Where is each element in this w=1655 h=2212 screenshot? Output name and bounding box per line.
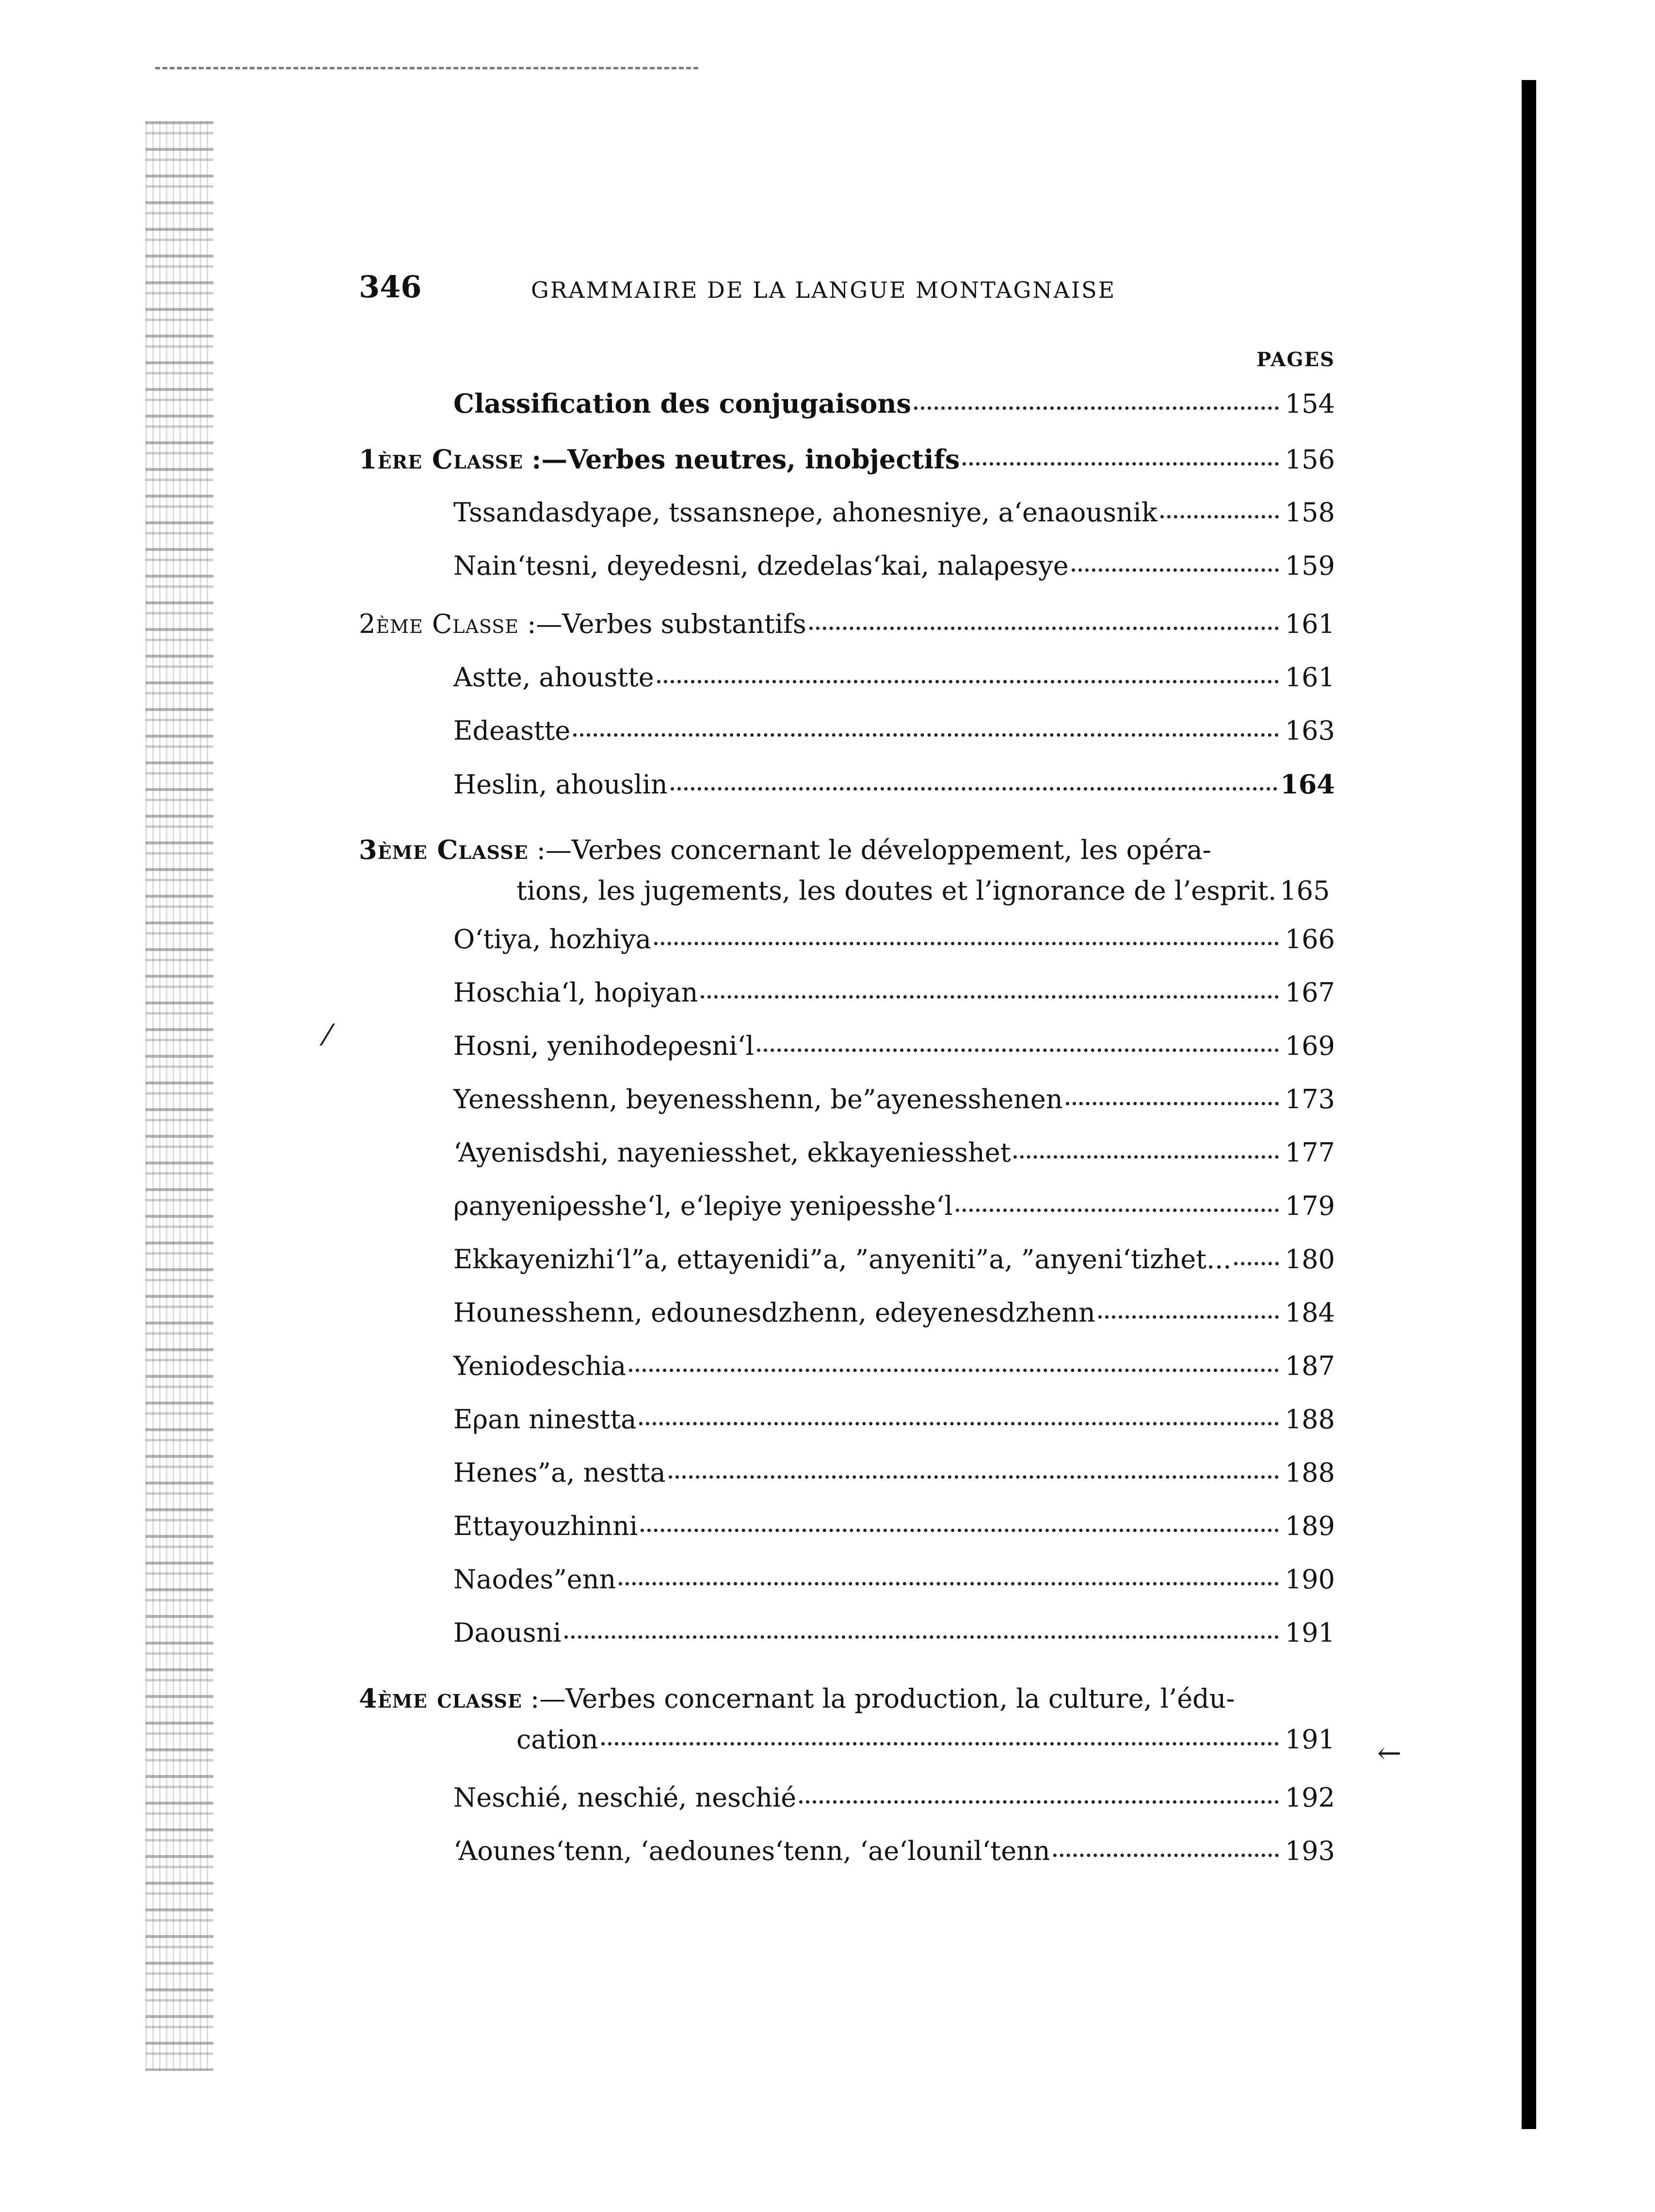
entry-page: 173 [1285,1084,1335,1114]
class-heading: 1ère Classe [359,444,524,475]
entry-page: 161 [1285,609,1335,639]
toc-entry [453,1193,1335,1219]
dot-leader [956,1209,1279,1212]
toc-entry [453,664,1335,691]
toc-entry [453,390,1335,417]
toc-entry-class [359,446,1335,473]
entry-page: 184 [1285,1297,1335,1328]
scan-pencil-mark: ⁄ [325,1018,330,1052]
dot-leader [799,1800,1279,1804]
entry-text: Eρan ninestta [453,1404,637,1435]
entry-text: :—Verbes substantifs [527,609,806,639]
class-heading: 4ème classe [359,1683,522,1714]
entry-page: 180 [1285,1244,1335,1275]
toc-entry [453,1566,1335,1593]
entry-text: Nain‘tesni, deyedesni, dzedelas‘kai, nalaρesye [453,550,1069,581]
dot-leader [1160,515,1279,518]
entry-page: 165 [1280,875,1330,906]
entry-page: 187 [1285,1351,1335,1381]
entry-page: 166 [1285,924,1335,954]
entry-page: 158 [1285,497,1335,528]
entry-text: Neschié, neschié, neschié [453,1782,797,1813]
entry-text: Yeniodeschia [453,1351,627,1381]
page-number: 346 [359,269,422,305]
entry-page: 192 [1285,1782,1335,1813]
entry-text-continuation: cation [516,1724,598,1755]
entry-page: 154 [1285,388,1335,419]
dot-leader [564,1635,1279,1639]
dot-leader [1013,1155,1279,1159]
toc-entry [453,926,1335,953]
toc-entry [453,1782,1335,1813]
entry-page: 177 [1285,1137,1335,1168]
dot-leader [641,1529,1279,1532]
entry-page: 179 [1285,1191,1335,1221]
toc-entry [453,1246,1335,1273]
dot-leader [757,1049,1279,1052]
entry-text: Tssandasdyaρe, tssansneρe, ahonesniye, a‘enaousnik [453,497,1157,528]
page-header [359,269,1246,313]
toc-entry [453,1353,1335,1379]
entry-text: :—Verbes concernant le développement, les opéra- [536,835,1211,865]
dot-leader [669,1475,1279,1479]
toc-entry [453,1513,1335,1539]
dot-leader [1072,568,1279,572]
entry-text: Edeastte [453,715,571,746]
dot-leader [573,733,1279,737]
entry-text: Hounesshenn, edounesdzhenn, edeyenesdzhenn [453,1297,1095,1328]
running-title: GRAMMAIRE DE LA LANGUE MONTAGNAISE [531,277,1116,303]
toc-entry-class [359,834,1335,906]
entry-page: 167 [1285,977,1335,1008]
scan-arrow-mark: ← [1377,1736,1402,1770]
toc-entry [453,1086,1335,1113]
entry-text: ρanyeniρesshe‘l, e‘leρiye yeniρesshe‘l [453,1191,953,1221]
entry-page: 191 [1285,1617,1335,1648]
entry-text: Henes”a, nestta [453,1457,666,1488]
entry-text: :—Verbes neutres, inobjectifs [531,444,960,475]
toc-entry [453,1457,1335,1488]
entry-page: 189 [1285,1511,1335,1541]
dot-leader [639,1422,1279,1425]
entry-text: Heslin, ahouslin [453,769,668,800]
entry-text: Ekkayenizhi‘l”a, ettayenidi”a, ”anyeniti”a, ”anyeni‘tizhet... [453,1244,1232,1275]
dot-leader [963,462,1279,466]
entry-page: 191 [1285,1724,1335,1755]
entry-text: Astte, ahoustte [453,662,654,693]
dot-leader [629,1369,1279,1372]
entry-text: Hoschia‘l, hoρiyan [453,977,698,1008]
scan-margin-artifact [145,121,213,2071]
dot-leader [1098,1315,1279,1319]
toc-entry [453,771,1335,798]
entry-page: 156 [1285,444,1335,475]
entry-text: Hosni, yenihodeρesni‘l [453,1031,754,1061]
entry-text: O‘tiya, hozhiya [453,924,651,954]
class-heading: 3ème Classe [359,834,529,865]
toc-entry [453,1617,1335,1648]
entry-page: 193 [1285,1836,1335,1866]
toc-entry [453,1033,1335,1059]
entry-text: Daousni [453,1617,562,1648]
toc-entry [453,1297,1335,1328]
toc-entry [453,550,1335,581]
class-heading: 2ème Classe [359,609,519,639]
dot-leader [701,995,1279,999]
toc-entry [453,1137,1335,1168]
dot-leader [619,1582,1279,1585]
pages-column-label: PAGES [1256,348,1335,371]
entry-text: Ettayouzhinni [453,1511,638,1541]
entry-text: ‘Aounes‘tenn, ‘aedounes‘tenn, ‘ae‘lounil‘tenn [453,1836,1050,1866]
entry-text: :—Verbes concernant la production, la culture, l’édu- [530,1683,1235,1714]
entry-text: ‘Ayenisdshi, nayeniesshet, ekkayeniesshet [453,1137,1011,1168]
toc-entry-class [359,611,1335,637]
dot-leader [1053,1854,1279,1857]
dot-leader [1234,1262,1279,1265]
scan-right-edge [1522,80,1536,2129]
dot-leader [654,942,1279,945]
dot-leader [809,627,1279,630]
toc-entry [453,977,1335,1008]
entry-page: 169 [1285,1031,1335,1061]
entry-page: 164 [1280,769,1335,800]
entry-page: 163 [1285,715,1335,746]
toc-entry [453,497,1335,528]
entry-page: 159 [1285,550,1335,581]
dot-leader [601,1742,1279,1745]
entry-text: Classification des conjugaisons [453,388,912,419]
toc-entry [453,1838,1335,1864]
entry-page: 190 [1285,1564,1335,1595]
dot-leader [1066,1102,1279,1105]
entry-page: 188 [1285,1404,1335,1435]
dot-leader [671,787,1278,791]
entry-page: 161 [1285,662,1335,693]
scan-top-rule [155,67,698,69]
toc-entry-class [359,1685,1335,1753]
toc-entry [453,715,1335,746]
entry-text: Naodes”enn [453,1564,616,1595]
entry-page: 188 [1285,1457,1335,1488]
dot-leader [657,680,1279,683]
entry-text-continuation: tions, les jugements, les doutes et l’ignorance de l’esprit. [516,875,1277,906]
dot-leader [914,406,1279,410]
entry-text: Yenesshenn, beyenesshenn, be”ayenesshenen [453,1084,1063,1114]
toc-entry [453,1406,1335,1433]
